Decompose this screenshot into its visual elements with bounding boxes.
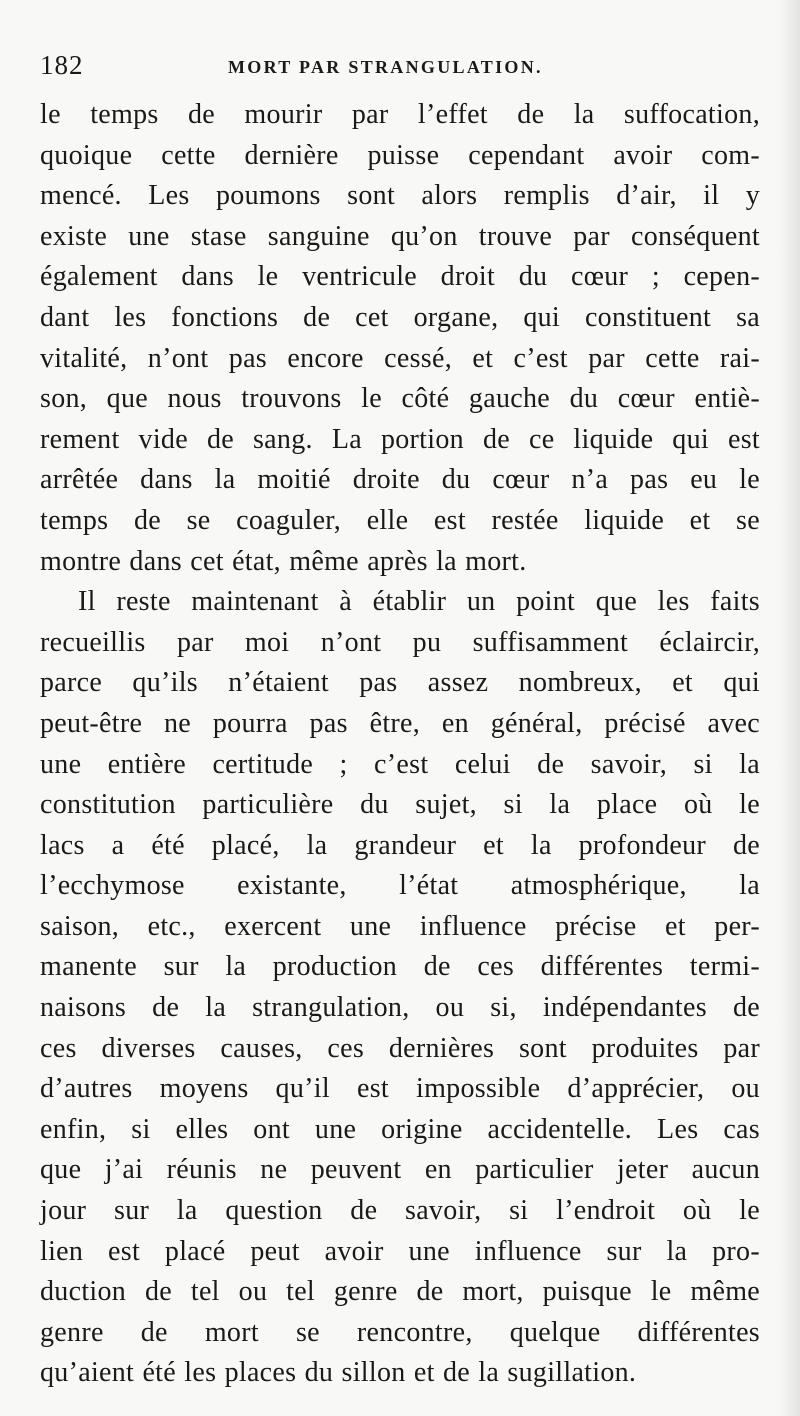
- text-line: dant les fonctions de cet organe, qui constituent sa: [40, 301, 760, 333]
- text-line: quoique cette dernière puisse cependant avoir com-: [40, 139, 760, 171]
- text-line: rement vide de sang. La portion de ce liquide qui est: [40, 423, 760, 455]
- text-line: le temps de mourir par l’effet de la suffocation,: [40, 99, 760, 130]
- text-line: l’ecchymose existante, l’état atmosphérique, la: [40, 870, 760, 902]
- text-line: montre dans cet état, même après la mort.: [40, 545, 527, 577]
- text-line: mencé. Les poumons sont alors remplis d’air, il y: [40, 180, 760, 212]
- text-line: naisons de la strangulation, ou si, indépendantes de: [40, 992, 760, 1024]
- text-line: Il reste maintenant à établir un point que les faits: [78, 586, 760, 618]
- text-line: manente sur la production de ces différentes termi-: [40, 951, 760, 983]
- running-head: MORT PAR STRANGULATION.: [228, 57, 543, 77]
- text-line: temps de se coaguler, elle est restée liquide et se: [40, 504, 760, 536]
- text-line: lien est placé peut avoir une influence sur la pro-: [40, 1235, 760, 1267]
- text-line: constitution particulière du sujet, si la place où le: [40, 789, 760, 821]
- page-header: [40, 50, 760, 84]
- text-line: duction de tel ou tel genre de mort, puisque le même: [40, 1276, 760, 1308]
- paragraph-1: [40, 95, 760, 582]
- text-line: recueillis par moi n’ont pu suffisamment éclaircir,: [40, 626, 760, 658]
- page-edge-shadow: [778, 0, 800, 1416]
- text-line: qu’aient été les places du sillon et de la sugillation.: [40, 1357, 637, 1389]
- text-line: parce qu’ils n’étaient pas assez nombreux, et qui: [40, 667, 760, 699]
- text-line: lacs a été placé, la grandeur et la profondeur de: [40, 829, 760, 861]
- text-line: enfin, si elles ont une origine accidentelle. Les cas: [40, 1113, 760, 1145]
- text-line: une entière certitude ; c’est celui de savoir, si la: [40, 748, 760, 780]
- text-line: arrêtée dans la moitié droite du cœur n’a pas eu le: [40, 464, 760, 496]
- text-line: ces diverses causes, ces dernières sont produites par: [40, 1032, 760, 1064]
- page-number: 182: [40, 50, 84, 80]
- text-line: son, que nous trouvons le côté gauche du cœur entiè-: [40, 383, 760, 415]
- text-line: peut-être ne pourra pas être, en général, précisé avec: [40, 707, 760, 739]
- text-line: genre de mort se rencontre, quelque différentes: [40, 1316, 760, 1348]
- text-line: existe une stase sanguine qu’on trouve par conséquent: [40, 220, 760, 252]
- text-line: vitalité, n’ont pas encore cessé, et c’est par cette rai-: [40, 342, 760, 374]
- paragraph-2: [40, 582, 760, 1394]
- text-line: d’autres moyens qu’il est impossible d’apprécier, ou: [40, 1073, 760, 1105]
- text-line: que j’ai réunis ne peuvent en particulier jeter aucun: [40, 1154, 760, 1186]
- text-line: saison, etc., exercent une influence précise et per-: [40, 910, 760, 942]
- text-line: également dans le ventricule droit du cœur ; cepen-: [40, 261, 760, 293]
- body-text: [40, 95, 760, 1394]
- text-line: jour sur la question de savoir, si l’endroit où le: [40, 1195, 760, 1227]
